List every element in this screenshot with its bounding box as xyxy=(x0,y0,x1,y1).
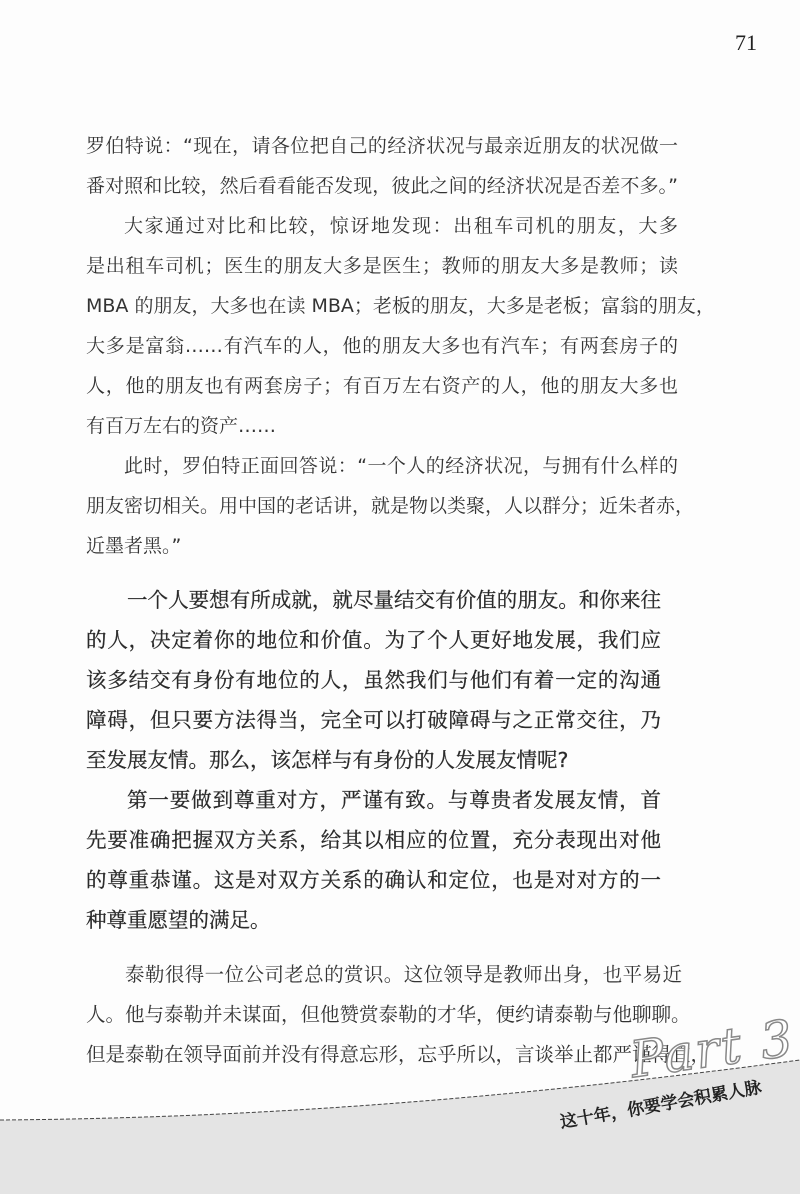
text-line: 但是泰勒在领导面前并没有得意忘形，忘乎所以，言谈举止都严谨得宜， xyxy=(86,1043,711,1066)
text-line: 第一要做到尊重对方，严谨有致。与尊贵者发展友情，首 xyxy=(127,788,661,812)
text-line: 障碍，但只要方法得当，完全可以打破障碍与之正常交往，乃 xyxy=(86,708,661,732)
text-line: 番对照和比较，然后看看能否发现，彼此之间的经济状况是否差不多。” xyxy=(86,175,678,197)
text-line: 人，他的朋友也有两套房子；有百万左右资产的人，他的朋友大多也 xyxy=(86,375,678,397)
part-label: Part 3 xyxy=(626,1008,799,1090)
text-line: 有百万左右的资产…… xyxy=(86,415,277,437)
text-line: 大多是富翁……有汽车的人，他的朋友大多也有汽车；有两套房子的 xyxy=(86,335,678,357)
text-line: 一个人要想有所成就，就尽量结交有价值的朋友。和你来往 xyxy=(127,588,661,612)
text-line: MBA 的朋友，大多也在读 MBA；老板的朋友，大多是老板；富翁的朋友， xyxy=(86,295,715,317)
text-line: 朋友密切相关。用中国的老话讲，就是物以类聚，人以群分；近朱者赤， xyxy=(86,495,695,517)
text-line: 泰勒很得一位公司老总的赏识。这位领导是教师出身，也平易近 xyxy=(125,963,682,986)
text-line: 大家通过对比和比较，惊讶地发现：出租车司机的朋友，大多 xyxy=(124,215,678,237)
page-number: 71 xyxy=(735,30,757,55)
text-line: 人。他与泰勒并未谋面，但他赞赏泰勒的才华，便约请泰勒与他聊聊。 xyxy=(86,1003,691,1026)
text-line: 此时，罗伯特正面回答说：“一个人的经济状况，与拥有什么样的 xyxy=(124,455,678,477)
text-line: 该多结交有身份有地位的人，虽然我们与他们有着一定的沟通 xyxy=(86,668,661,692)
text-line: 的人，决定着你的地位和价值。为了个人更好地发展，我们应 xyxy=(86,628,661,652)
text-line: 近墨者黑。” xyxy=(86,535,182,557)
text-line: 是出租车司机；医生的朋友大多是医生；教师的朋友大多是教师；读 xyxy=(86,255,678,277)
text-line: 罗伯特说：“现在，请各位把自己的经济状况与最亲近朋友的状况做一 xyxy=(86,135,678,157)
text-line: 的尊重恭谨。这是对双方关系的确认和定位，也是对对方的一 xyxy=(86,868,661,892)
text-line: 至发展友情。那么，该怎样与有身份的人发展友情呢? xyxy=(86,748,569,772)
text-line: 种尊重愿望的满足。 xyxy=(86,908,271,932)
chapter-subtitle: 这十年，你要学会积累人脉 xyxy=(558,1077,764,1133)
text-line: 先要准确把握双方关系，给其以相应的位置，充分表现出对他 xyxy=(86,828,661,852)
